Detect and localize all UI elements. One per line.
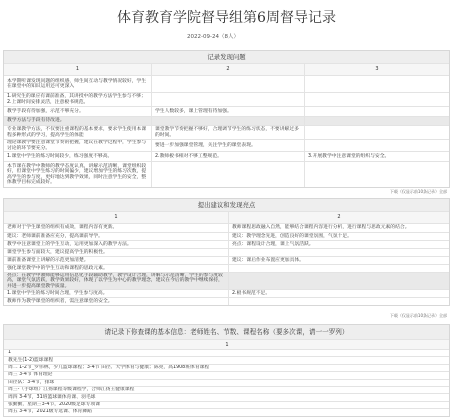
- suggestion-cell: 建议：老师课前准备应充分，提高课前导学。: [7, 233, 103, 239]
- suggestion-cell: 教师课程思政融入自然，能够结合课程内容进行分析，进行课程与思政元素的结合。: [228, 224, 449, 232]
- table-row: [4, 92, 449, 106]
- course-info-cell: 教先生(1-2)篮球课程: [8, 357, 54, 363]
- suggestion-cell: 亮点：课程设计合理，课上气氛活跃。: [228, 241, 449, 248]
- table-row: [4, 371, 449, 378]
- table-row: [4, 256, 449, 264]
- table-row: [4, 139, 449, 151]
- page-title: 体育教育学院督导组第6周督导记录: [117, 10, 336, 26]
- suggestion-cell: 教师作为教学课堂的组织者，需注意课堂的安全。: [7, 298, 113, 304]
- problem-cell: 3.开展教学中注意课堂的组织与安全。: [304, 152, 449, 161]
- course-info-cell: 周三-（手球组）江扬课程等级课程学，合师江扬王健康课程: [8, 387, 135, 393]
- suggestion-cell: 亮点：在教学中教师能够运用信息化手段辅助教学，教学设计合理，讲解与示范清晰，学生的参与度较高，课堂气氛活跃，教学效果较好，体现了以学生为中心的教学理念，建议在今后的教学中继续保持，并进一步提高课堂教学质量。: [7, 273, 223, 289]
- problem-cell: [304, 76, 449, 92]
- course-info-cell: 周四 3-4节，31班篮球课体育课、羽毛球: [8, 394, 96, 400]
- course-info-cell: 周三 3-4节 体育理论: [8, 372, 53, 378]
- table-row: [4, 106, 449, 116]
- download-link[interactable]: 下载（仅显示前10条记录）全部: [389, 313, 447, 318]
- suggestion-cell: 1.课堂中学生的练习时间合理，学生参与度高。: [7, 290, 108, 296]
- course-info-cell: 田径队：3-4节，排球: [8, 379, 55, 385]
- table-row: [4, 364, 449, 371]
- problem-cell: 专业课教学方法，不仅要注重课程的基本要求，要求学生使用本课程多种形式的学习，提高学生的体能: [7, 127, 147, 138]
- problem-cell: 教学手段有待加强，示范不够充分。: [7, 108, 84, 114]
- course-info-section: [3, 324, 450, 417]
- problem-cell: [304, 162, 449, 187]
- table-row: [4, 264, 449, 272]
- suggestion-cell: 老师对于学生课堂的组织有成效，课程内容有更新。: [7, 225, 118, 231]
- suggestion-cell: 2.板书规范不足。: [228, 290, 449, 297]
- course-info-cell: 周五 3-4节，2021级专选课、体育舞蹈: [8, 409, 92, 415]
- problem-cell: 2.教师板书相对不够工整规范。: [151, 152, 304, 161]
- suggestion-cell: 建议：教学理念先进，创造良好的课堂氛围，气氛十足。: [228, 233, 449, 240]
- table-row: [4, 393, 449, 400]
- report-date: 2022-09-24（8人）: [187, 34, 239, 40]
- suggestion-cell: 强化课堂教学中的学生互动和课程的思政元素。: [7, 265, 108, 271]
- table-row: [4, 379, 449, 386]
- suggestions-heading: 提出建议和发现亮点: [4, 199, 449, 211]
- problem-cell: 学生人数较多，课上管理有待加强。: [151, 107, 304, 116]
- problem-cell: [304, 107, 449, 116]
- course-info-column-header: [4, 339, 449, 349]
- table-row: [4, 248, 449, 256]
- table-row: [4, 401, 449, 408]
- problem-cell: 理论课教学要注意课堂节奏的把握，建议在教学过程中，学生参与讨论的环节要充分。: [7, 140, 147, 151]
- problem-cell: 要进一步加强课堂管理，关注学生的课堂表现。: [151, 140, 304, 151]
- course-info-cell: 1: [8, 350, 12, 356]
- suggestion-cell: [228, 273, 449, 289]
- table-row: [4, 116, 449, 125]
- column-label: 1: [75, 65, 80, 72]
- table-row: [4, 408, 449, 415]
- suggestion-cell: [228, 265, 449, 272]
- problems-heading: 记录发现问题: [4, 51, 449, 63]
- column-label: 1: [114, 213, 118, 220]
- table-row: [4, 297, 449, 305]
- table-row: [4, 356, 449, 363]
- problems-section: [3, 50, 450, 188]
- course-info-heading: 请记录下你查课的基本信息：老师姓名、节数、课程名称（要多次课，请一一罗列）: [4, 325, 449, 339]
- column-label: 2: [151, 64, 304, 75]
- table-row: [4, 386, 449, 393]
- problem-cell: [304, 126, 449, 139]
- problem-cell: 1.研究生的课应有课前准备，其讲授中的教学方法学生参与不够；2.上课时间安排灵活，注意板书规范。: [7, 94, 146, 105]
- suggestions-section: [3, 198, 450, 306]
- table-row: [4, 161, 449, 187]
- problem-cell: 1.课堂中学生的练习时间较少，练习强度不够高。: [7, 153, 113, 159]
- download-link[interactable]: 下载（仅显示前10条记录）全部: [389, 188, 447, 194]
- column-label: 3: [304, 64, 449, 75]
- table-row: [4, 349, 449, 356]
- suggestion-cell: 教学中注意课堂上的学生互动，运用更加深入的教学方法。: [7, 241, 132, 247]
- problem-cell: [151, 76, 304, 92]
- suggestion-cell: [228, 249, 449, 256]
- problem-cell: 本节课在教学中教师的教学态度认真，讲解示范清晰，课堂组织较好，但课堂中学生练习的时间偏少，建议增加学生的练习次数，提高学生的参与度，更好地达到教学效果，同时注意学生的安全，整体教学目标完成较好。: [7, 163, 147, 185]
- table-row: [4, 151, 449, 161]
- problem-cell: [304, 117, 449, 125]
- problem-cell: [151, 117, 304, 125]
- table-row: [4, 75, 449, 92]
- problem-cell: [304, 140, 449, 151]
- table-row: [4, 272, 449, 289]
- suggestion-cell: 课前准备课堂上讲解的示范更加清楚。: [7, 257, 89, 263]
- problem-cell: [304, 93, 449, 106]
- problem-cell: 教学方法与手段有待改进。: [7, 118, 65, 124]
- problems-column-header: [4, 63, 449, 75]
- suggestions-column-header: [4, 211, 449, 223]
- suggestion-cell: 课堂学生参与面较大，建议提高学生的积极性。: [7, 249, 108, 255]
- table-row: [4, 289, 449, 297]
- problem-cell: 课堂教学节奏把握不够好，合理调节学生的练习状态，不要讲解过多的时间。: [151, 126, 304, 139]
- problem-cell: 本学期听课发现问题的组织感，师生间互动与教学情况较好，学生在课堂中的知识运用还可更深入: [7, 78, 147, 89]
- problem-cell: [151, 93, 304, 106]
- table-row: [4, 125, 449, 139]
- course-info-cell: 张勤勤，星期三3-4节，2020级足球专项课: [8, 401, 100, 407]
- table-row: [4, 240, 449, 248]
- suggestion-cell: 建议：课后作业布置应更加具体。: [228, 257, 449, 264]
- table-row: [4, 232, 449, 240]
- table-row: [4, 223, 449, 232]
- column-label: 1: [225, 341, 229, 348]
- course-info-cell: 周二 1-2节_罗伟林，少儿篮球课程；3-4节 田径、大学体育与健康；陈亮，高1908班体育课程: [8, 364, 210, 370]
- problem-cell: [151, 162, 304, 187]
- column-label: 2: [228, 212, 449, 223]
- suggestion-cell: [228, 298, 449, 305]
